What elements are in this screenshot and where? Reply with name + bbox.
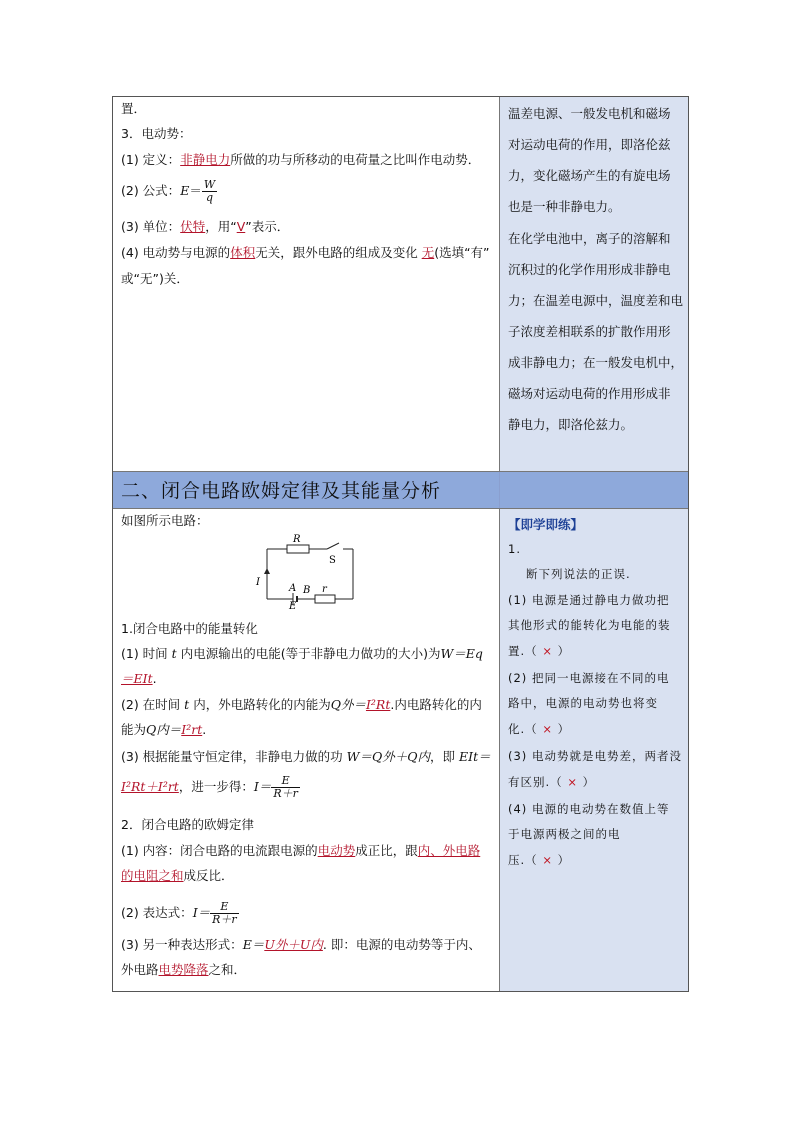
fraction: $\frac{W}{q}$ bbox=[203, 178, 216, 204]
energy-line: (1) 时间 t 内电源输出的电能(等于非静电力做功的大小)为W＝Eq bbox=[121, 646, 483, 661]
side-note-line: 成非静电力；在一般发电机中， bbox=[508, 355, 684, 370]
question-line: 有区别.（ × ） bbox=[508, 775, 596, 789]
notes-cell bbox=[113, 509, 500, 991]
ohm-line: 外电路电势降落之和． bbox=[121, 962, 247, 977]
content-table bbox=[112, 96, 689, 992]
answer-blank: V bbox=[236, 219, 246, 234]
side-note-line: 力；在温差电源中，温度差和电 bbox=[508, 293, 684, 308]
answer-blank: 体积 bbox=[230, 245, 256, 260]
text-line: 置． bbox=[121, 101, 147, 116]
resistor-r bbox=[315, 595, 335, 603]
answer-blank: 电势降落 bbox=[158, 962, 209, 977]
table-row bbox=[113, 97, 688, 472]
question-line: (3) 电动势就是电势差，两者没 bbox=[508, 749, 682, 763]
section-title: 二、闭合电路欧姆定律及其能量分析 bbox=[121, 480, 442, 502]
side-note-line: 对运动电荷的作用，即洛伦兹 bbox=[508, 137, 671, 152]
question-line: (4) 电源的电动势在数值上等 bbox=[508, 802, 670, 816]
question-line: 化.（ × ） bbox=[508, 722, 571, 736]
side-note-cell bbox=[500, 97, 688, 471]
label-R: R bbox=[293, 534, 301, 545]
answer-blank: ＝EIt bbox=[121, 671, 153, 686]
energy-line: ＝EIt. bbox=[121, 671, 157, 686]
question-line: 压.（ × ） bbox=[508, 853, 571, 867]
heading-energy: 1.闭合电路中的能量转化 bbox=[121, 621, 258, 636]
side-note-line: 力，变化磁场产生的有旋电场 bbox=[508, 168, 671, 183]
unit-line: (3) 单位：伏特，用“V”表示． bbox=[121, 219, 290, 234]
definition-line: (1) 定义：非静电力所做的功与所移动的电荷量之比叫作电动势． bbox=[121, 152, 481, 167]
question-line: 路中，电源的电动势也将变 bbox=[508, 696, 658, 710]
side-note-line: 静电力，即洛伦兹力。 bbox=[508, 417, 634, 432]
fraction: $\frac{E}{R+r}$ bbox=[273, 774, 298, 800]
side-note-line: 沉积过的化学作用形成非静电 bbox=[508, 262, 671, 277]
answer-blank: 内、外电路 bbox=[417, 843, 481, 858]
energy-line: 能为Q内＝I²rt. bbox=[121, 722, 207, 737]
question-number: 1. bbox=[508, 542, 521, 556]
practice-cell bbox=[500, 509, 688, 991]
wrong-mark: × bbox=[542, 853, 553, 867]
side-note-line: 温差电源、一般发电机和磁场 bbox=[508, 106, 671, 121]
answer-blank: I²rt bbox=[181, 722, 203, 737]
question-line: (2) 把同一电源接在不同的电 bbox=[508, 671, 670, 685]
fraction: $\frac{E}{R+r}$ bbox=[212, 900, 237, 926]
wrong-mark: × bbox=[542, 722, 553, 736]
side-note-line: 在化学电池中，离子的溶解和 bbox=[508, 231, 671, 246]
question-line: 其他形式的能转化为电能的装 bbox=[508, 618, 671, 632]
question-prompt: 断下列说法的正误. bbox=[526, 567, 631, 581]
text-line: 或“无”)关． bbox=[121, 271, 189, 286]
ohm-line: (3) 另一种表达形式：E＝U外＋U内. 即：电源的电动势等于内、 bbox=[121, 937, 481, 952]
circuit-diagram bbox=[253, 533, 363, 609]
label-I: I bbox=[256, 577, 260, 588]
relation-line: (4) 电动势与电源的体积无关，跟外电路的组成及变化 无(选填“有” bbox=[121, 245, 490, 260]
label-A: A bbox=[289, 583, 297, 594]
label-r: r bbox=[322, 584, 327, 595]
heading-ohm: 2．闭合电路的欧姆定律 bbox=[121, 817, 254, 832]
label-B: B bbox=[303, 585, 311, 596]
section-header-row bbox=[113, 472, 688, 509]
label-S: S bbox=[329, 555, 336, 566]
answer-blank: U外＋U内 bbox=[264, 937, 323, 952]
section-header-cell bbox=[113, 472, 500, 508]
answer-blank: I²Rt bbox=[365, 697, 391, 712]
answer-blank: 非静电力 bbox=[180, 152, 231, 167]
heading-emf: 3．电动势： bbox=[121, 126, 192, 141]
wrong-mark: × bbox=[542, 644, 553, 658]
label-E: E bbox=[289, 601, 297, 609]
side-note-line: 也是一种非静电力。 bbox=[508, 199, 621, 214]
answer-blank: 的电阻之和 bbox=[121, 868, 184, 883]
resistor-R bbox=[287, 545, 309, 553]
wrong-mark: × bbox=[567, 775, 578, 789]
energy-line: I²Rt＋I²rt，进一步得：I＝ $\frac{E}{R+r}$ bbox=[121, 774, 298, 800]
ohm-line: (1) 内容：闭合电路的电流跟电源的电动势成正比，跟内、外电路 bbox=[121, 843, 481, 858]
answer-blank: 无 bbox=[421, 245, 435, 260]
side-note-line: 磁场对运动电荷的作用形成非 bbox=[508, 386, 671, 401]
side-note-line: 子浓度差相联系的扩散作用形 bbox=[508, 324, 671, 339]
answer-blank: 伏特 bbox=[180, 219, 206, 234]
practice-title: 【即学即练】 bbox=[508, 517, 584, 532]
notes-cell bbox=[113, 97, 500, 471]
question-line: (1) 电源是通过静电力做功把 bbox=[508, 593, 670, 607]
formula-line: (2) 公式：E＝ $\frac{W}{q}$ bbox=[121, 178, 216, 204]
ohm-line: (2) 表达式：I＝ $\frac{E}{R+r}$ bbox=[121, 900, 237, 926]
ohm-line: 的电阻之和成反比． bbox=[121, 868, 234, 883]
intro-line: 如图所示电路： bbox=[121, 513, 209, 528]
answer-blank: I²Rt＋I²rt bbox=[121, 779, 179, 794]
table-row bbox=[113, 509, 688, 991]
question-line: 置.（ × ） bbox=[508, 644, 571, 658]
answer-blank: 电动势 bbox=[317, 843, 356, 858]
energy-line: (3) 根据能量守恒定律，非静电力做的功 W＝Q外＋Q内，即 EIt＝ bbox=[121, 749, 491, 764]
energy-line: (2) 在时间 t 内，外电路转化的内能为Q外＝I²Rt.内电路转化的内 bbox=[121, 697, 482, 712]
question-line: 于电源两极之间的电 bbox=[508, 827, 621, 841]
